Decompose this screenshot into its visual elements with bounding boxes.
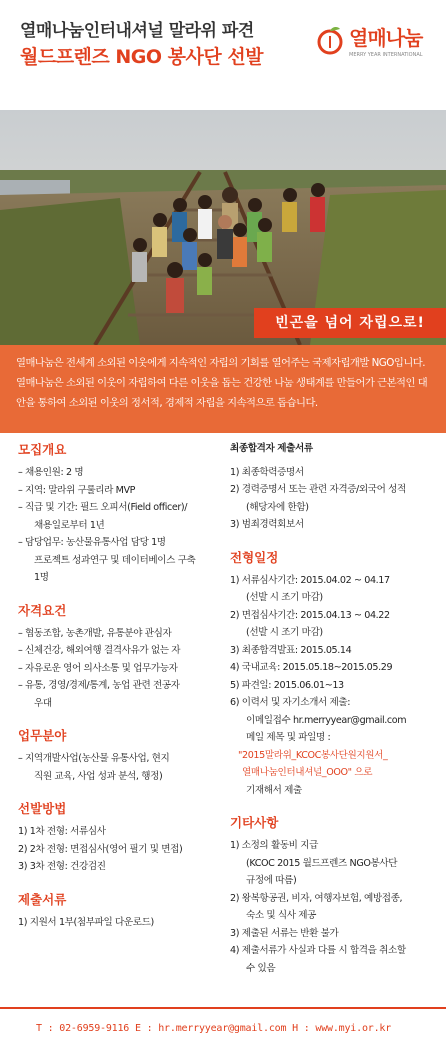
list-item: 4) 국내교육: 2015.05.18~2015.05.29: [230, 662, 393, 673]
list-item: 1) 지원서 1부(첨부파일 다운로드): [18, 916, 154, 928]
slogan-banner: 빈곤을 넘어 자립으로!: [254, 308, 446, 338]
list-item: 2) 경력증명서 또는 관련 자격증/외국어 성적: [230, 484, 406, 495]
list-item: – 담당업무: 농산물유통사업 담당 1명: [18, 534, 226, 552]
list-item: 수 있음: [246, 962, 276, 974]
page-title-line2: 월드프렌즈 NGO 봉사단 선발: [20, 46, 264, 68]
right-column: [230, 440, 440, 977]
list-item: 1) 1차 전형: 서류심사: [18, 826, 106, 837]
section-title-qualification: 자격요건: [18, 602, 67, 618]
list-item: 1) 소정의 활동비 지급: [230, 840, 318, 851]
left-column: [18, 440, 226, 931]
list-item: – 지역: 말라위 구룰리라 MVP: [18, 482, 226, 500]
list-item: – 협동조합, 농촌개발, 유통분야 관심자: [18, 625, 226, 643]
fruit-logo-icon: [314, 24, 346, 56]
logo-name: 열매나눔: [349, 26, 423, 50]
list-item: 기재해서 제출: [246, 784, 302, 796]
list-item: (KCOC 2015 월드프렌즈 NGO봉사단: [246, 857, 398, 869]
footer: [0, 1007, 446, 1049]
section-title-documents: 제출서류: [18, 891, 67, 907]
list-item: 2) 왕복항공권, 비자, 여행자보험, 예방접종,: [230, 892, 403, 904]
intro-text: 열매나눔은 전세계 소외된 이웃에게 지속적인 자립의 기회를 열어주는 국제자립개발 NGO입니다. 열매나눔은 소외된 이웃이 자립하여 다른 이웃을 돕는 건강한 나눔 생태계를 만들어가 근본적인 대안을 통하여 소외된 이웃의 정서적, 경제적 자립을 지속적으로 돕습니다.: [0, 345, 446, 433]
list-item: (해당자에 한함): [246, 501, 309, 513]
footer-contact: T : 02-6959-9116 E : hr.merryyear@gmail.com H : www.myi.or.kr: [36, 1023, 392, 1034]
email-contact: 이메일접수 hr.merryyear@gmail.com: [246, 714, 407, 726]
list-item: 3) 제출된 서류는 반환 불가: [230, 927, 339, 939]
list-item: – 자유로운 영어 의사소통 및 업무가능자: [18, 660, 226, 678]
list-item: – 직급 및 기간: 필드 오피서(Field officer)/: [18, 499, 226, 517]
section-title-method: 선발방법: [18, 801, 67, 816]
list-item: – 유통, 경영/경제/통계, 농업 관련 전공자: [18, 677, 226, 695]
list-item: 숙소 및 식사 제공: [246, 910, 317, 921]
list-item: 직원 교육, 사업 성과 분석, 행정): [34, 770, 163, 782]
section-title-final-docs: 최종합격자 제출서류: [230, 443, 313, 454]
list-item: 1) 최종학력증명서: [230, 466, 304, 478]
list-item: – 지역개발사업(농산물 유통사업, 현지: [18, 750, 226, 768]
list-item: – 채용인원: 2 명: [18, 464, 226, 482]
list-item: – 신체건강, 해외여행 결격사유가 없는 자: [18, 642, 226, 660]
list-item: 규정에 따름): [246, 875, 297, 886]
list-item: 3) 최종합격발표: 2015.05.14: [230, 644, 352, 656]
section-title-schedule: 전형일정: [230, 549, 279, 565]
list-item: 프로젝트 성과연구 및 데이터베이스 구축: [34, 554, 196, 566]
logo-subtitle: MERRY YEAR INTERNATIONAL: [349, 52, 423, 58]
list-item: 5) 파견일: 2015.06.01~13: [230, 679, 344, 691]
logo: [314, 20, 434, 70]
filename-format: "2015말라위_KCOC봉사단원지원서_: [238, 749, 388, 761]
list-item: 2) 2차 전형: 면접심사(영어 필기 및 면접): [18, 843, 183, 855]
list-item: 6) 이력서 및 자기소개서 제출:: [230, 697, 351, 708]
list-item: (선발 시 조기 마감): [246, 627, 323, 638]
list-item: 2) 면접심사기간: 2015.04.13 ~ 04.22: [230, 609, 390, 621]
section-title-etc: 기타사항: [230, 815, 279, 830]
section-title-recruit: 모집개요: [18, 442, 67, 457]
list-item: 4) 제출서류가 사실과 다를 시 합격을 취소할: [230, 945, 406, 956]
list-item: 우대: [34, 697, 52, 709]
list-item: (선발 시 조기 마감): [246, 592, 323, 603]
list-item: 1) 서류심사기간: 2015.04.02 ~ 04.17: [230, 574, 390, 586]
list-item: 3) 범죄경력회보서: [230, 519, 304, 530]
section-title-field: 업무분야: [18, 728, 67, 743]
list-item: 채용일로부터 1년: [34, 519, 105, 531]
list-item: 메일 제목 및 파일명 :: [246, 732, 331, 743]
header: [0, 0, 446, 110]
page-title-line1: 열매나눔인터내셔널 말라위 파견: [20, 21, 254, 41]
list-item: 3) 3차 전형: 건강검진: [18, 861, 106, 872]
footer-divider: [0, 1007, 446, 1009]
list-item: 1명: [34, 572, 49, 583]
filename-format-cont: 열매나눔인터내셔널_OOO" 으로: [242, 767, 373, 778]
